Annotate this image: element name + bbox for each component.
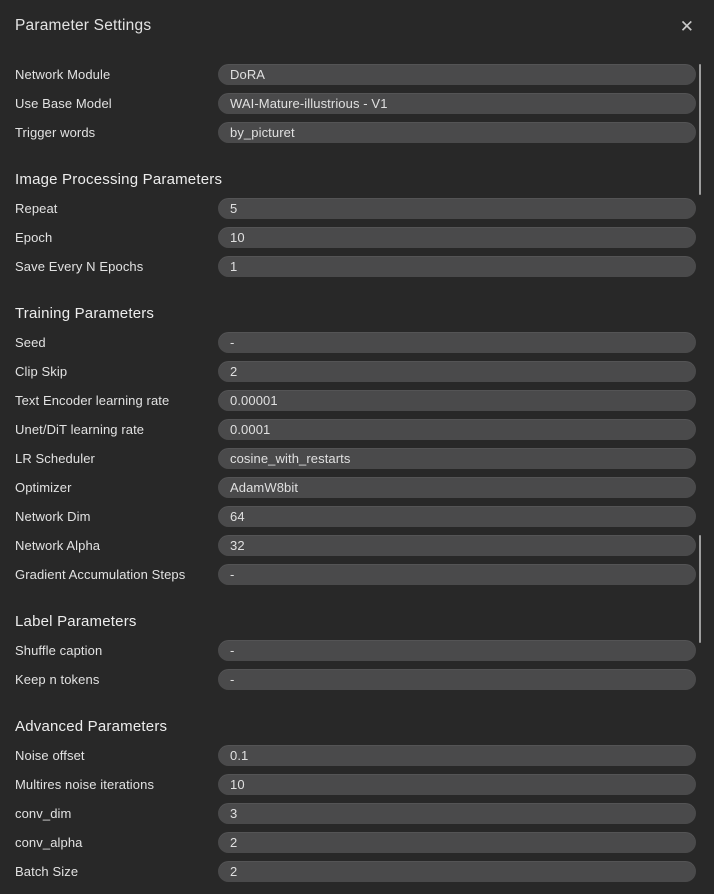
parameter-row <box>0 60 714 89</box>
parameter-row <box>0 252 714 281</box>
section-heading: Advanced Parameters <box>15 718 168 735</box>
parameter-input[interactable] <box>218 564 696 585</box>
parameter-label: Shuffle caption <box>15 643 103 658</box>
parameter-row <box>0 531 714 560</box>
parameter-section <box>0 607 714 694</box>
parameter-value: 32 <box>230 538 245 553</box>
parameter-section <box>0 299 714 589</box>
parameter-label: Save Every N Epochs <box>15 259 144 274</box>
parameter-label: Trigger words <box>15 125 96 140</box>
parameter-section <box>0 165 714 281</box>
parameter-value: AdamW8bit <box>230 480 299 495</box>
parameter-label: Text Encoder learning rate <box>15 393 170 408</box>
parameter-input[interactable] <box>218 803 696 824</box>
parameter-label: Network Dim <box>15 509 91 524</box>
parameter-input[interactable] <box>218 640 696 661</box>
parameter-section <box>0 712 714 886</box>
parameter-input[interactable] <box>218 332 696 353</box>
parameter-value: cosine_with_restarts <box>230 451 351 466</box>
parameter-value: 1 <box>230 259 238 274</box>
parameter-value: WAI-Mature-illustrious - V1 <box>230 96 388 111</box>
parameter-input[interactable] <box>218 419 696 440</box>
parameter-label: conv_dim <box>15 806 72 821</box>
parameter-row <box>0 636 714 665</box>
dialog-title: Parameter Settings <box>15 17 152 34</box>
parameter-label: Keep n tokens <box>15 672 100 687</box>
parameter-value: 2 <box>230 835 238 850</box>
parameter-value: by_picturet <box>230 125 295 140</box>
parameter-label: Batch Size <box>15 864 79 879</box>
parameter-value: 10 <box>230 777 245 792</box>
parameter-label: conv_alpha <box>15 835 83 850</box>
parameter-label: Epoch <box>15 230 53 245</box>
parameter-row <box>0 857 714 886</box>
parameter-label: Seed <box>15 335 46 350</box>
parameter-input[interactable] <box>218 390 696 411</box>
parameter-input[interactable] <box>218 256 696 277</box>
parameter-value: 5 <box>230 201 238 216</box>
parameter-row <box>0 828 714 857</box>
parameter-label: Repeat <box>15 201 58 216</box>
parameter-row <box>0 770 714 799</box>
parameter-row <box>0 665 714 694</box>
section-heading: Training Parameters <box>15 305 155 322</box>
parameter-input[interactable] <box>218 535 696 556</box>
parameter-value: 64 <box>230 509 245 524</box>
parameter-input[interactable] <box>218 774 696 795</box>
parameter-row <box>0 194 714 223</box>
parameter-input[interactable] <box>218 227 696 248</box>
parameter-label: Gradient Accumulation Steps <box>15 567 186 582</box>
parameter-label: LR Scheduler <box>15 451 95 466</box>
parameter-label: Unet/DiT learning rate <box>15 422 145 437</box>
close-icon[interactable]: ✕ <box>679 16 694 36</box>
parameter-input[interactable] <box>218 448 696 469</box>
parameter-row <box>0 502 714 531</box>
parameter-label: Noise offset <box>15 748 85 763</box>
parameter-value: 0.1 <box>230 748 249 763</box>
parameter-label: Multires noise iterations <box>15 777 155 792</box>
parameter-value: 10 <box>230 230 245 245</box>
parameter-label: Clip Skip <box>15 364 68 379</box>
parameter-input[interactable] <box>218 477 696 498</box>
parameter-value: 0.00001 <box>230 393 278 408</box>
parameter-row <box>0 118 714 147</box>
parameter-section <box>0 60 714 147</box>
parameter-input[interactable] <box>218 506 696 527</box>
parameter-input[interactable] <box>218 832 696 853</box>
parameter-label: Network Alpha <box>15 538 101 553</box>
dialog-header <box>0 0 714 48</box>
parameter-value: 2 <box>230 364 238 379</box>
parameter-input[interactable] <box>218 861 696 882</box>
parameter-input[interactable] <box>218 198 696 219</box>
parameter-label: Network Module <box>15 67 111 82</box>
scrollbar-thumb-top[interactable] <box>699 64 701 195</box>
parameter-row <box>0 328 714 357</box>
parameter-input[interactable] <box>218 122 696 143</box>
parameter-row <box>0 473 714 502</box>
parameter-row <box>0 357 714 386</box>
parameter-row <box>0 444 714 473</box>
parameter-row <box>0 560 714 589</box>
parameter-value: 2 <box>230 864 238 879</box>
parameter-row <box>0 223 714 252</box>
parameter-label: Use Base Model <box>15 96 112 111</box>
section-heading: Label Parameters <box>15 613 137 630</box>
parameter-value: 3 <box>230 806 238 821</box>
parameter-value: DoRA <box>230 67 266 82</box>
parameter-row <box>0 415 714 444</box>
parameter-row <box>0 799 714 828</box>
parameter-value: 0.0001 <box>230 422 271 437</box>
parameter-input[interactable] <box>218 64 696 85</box>
parameter-input[interactable] <box>218 745 696 766</box>
scrollbar-thumb-bottom[interactable] <box>699 535 701 643</box>
parameter-value: - <box>230 335 235 350</box>
parameter-value: - <box>230 567 235 582</box>
parameter-row <box>0 386 714 415</box>
form-content <box>0 60 714 886</box>
parameter-value: - <box>230 672 235 687</box>
parameter-row <box>0 89 714 118</box>
parameter-row <box>0 741 714 770</box>
section-heading: Image Processing Parameters <box>15 171 223 188</box>
parameter-input[interactable] <box>218 361 696 382</box>
parameter-value: - <box>230 643 235 658</box>
parameter-label: Optimizer <box>15 480 72 495</box>
parameter-input[interactable] <box>218 93 696 114</box>
parameter-input[interactable] <box>218 669 696 690</box>
